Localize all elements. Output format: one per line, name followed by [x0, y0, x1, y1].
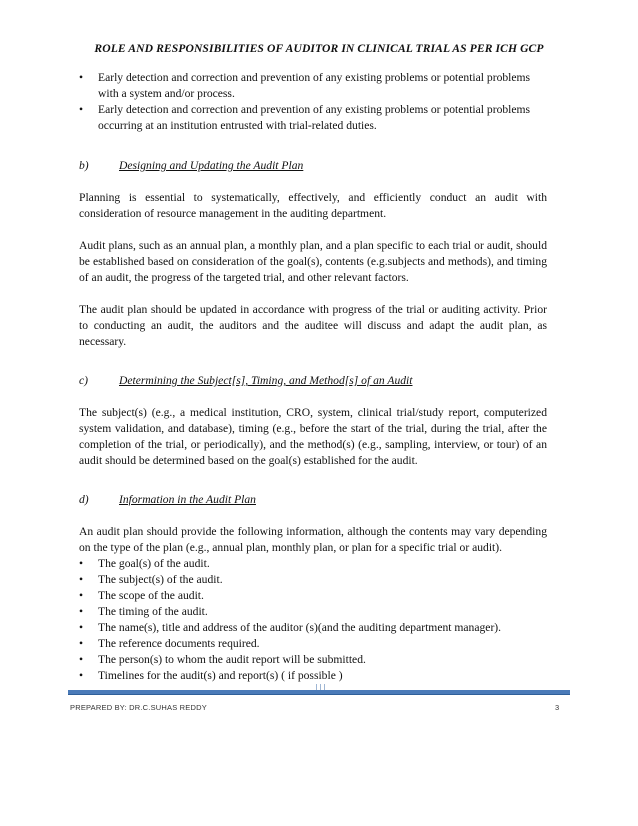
paragraph: Audit plans, such as an annual plan, a monthly plan, and a plan specific to each trial or audit, should be established based on consideration of the goal(s), contents (e.g.subjects and methods), and timing of an audit, the progress of the targeted trial, and other relevant factors.: [79, 239, 547, 284]
list-item: • The timing of the audit.: [79, 604, 547, 620]
paragraph: An audit plan should provide the following information, although the contents may vary depending on the type of the plan (e.g., annual plan, monthly plan, or plan for a specific trial or audit).: [79, 525, 547, 554]
list-item: • The goal(s) of the audit.: [79, 556, 547, 572]
section-label: c): [79, 374, 89, 387]
section-d-heading: [79, 492, 547, 508]
section-title: Designing and Updating the Audit Plan: [119, 159, 304, 172]
audit-plan-bullet-list: [79, 556, 547, 684]
list-item: • Timelines for the audit(s) and report(s) ( if possible ): [79, 668, 547, 684]
list-item: • The name(s), title and address of the auditor (s)(and the auditing department manager).: [79, 620, 547, 636]
list-item: • The scope of the audit.: [79, 588, 547, 604]
footer-divider-shadow: [68, 694, 570, 695]
intro-bullet-list: [79, 70, 547, 134]
section-c-heading: [79, 373, 547, 389]
section-label: b): [79, 159, 89, 172]
paragraph: The audit plan should be updated in accordance with progress of the trial or auditing activity. Prior to conducting an audit, the auditors and the auditee will discuss and adapt the audit plan, as necessary.: [79, 303, 547, 348]
section-label: d): [79, 493, 89, 506]
section-title: Information in the Audit Plan: [119, 493, 256, 506]
list-item: • The person(s) to whom the audit report will be submitted.: [79, 652, 547, 668]
paragraph: Planning is essential to systematically, effectively, and efficiently conduct an audit with consideration of resource management in the auditing department.: [79, 191, 547, 220]
page-number: 3: [555, 703, 560, 712]
page-title: ROLE AND RESPONSIBILITIES OF AUDITOR IN CLINICAL TRIAL AS PER ICH GCP: [94, 42, 544, 55]
list-item: • Early detection and correction and prevention of any existing problems or potential problems occurring at an institution entrusted with trial-related duties.: [79, 102, 547, 134]
list-item: • The subject(s) of the audit.: [79, 572, 547, 588]
list-item: • The reference documents required.: [79, 636, 547, 652]
list-item: • Early detection and correction and prevention of any existing problems or potential problems with a system and/or process.: [79, 70, 547, 102]
section-title: Determining the Subject[s], Timing, and Method[s] of an Audit: [119, 374, 413, 387]
document-body: [79, 70, 547, 684]
footer-author: PREPARED BY: DR.C.SUHAS REDDY: [70, 703, 207, 712]
section-b-heading: [79, 158, 547, 174]
paragraph: The subject(s) (e.g., a medical institution, CRO, system, clinical trial/study report, computerized system validation, and database), timing (e.g., before the start of the trial, during the trial, after the completion of the trial, or periodically), and the method(s) (e.g., sampling, interview, or tour) of an audit should be determined based on the goal(s) established for the audit.: [79, 406, 547, 467]
